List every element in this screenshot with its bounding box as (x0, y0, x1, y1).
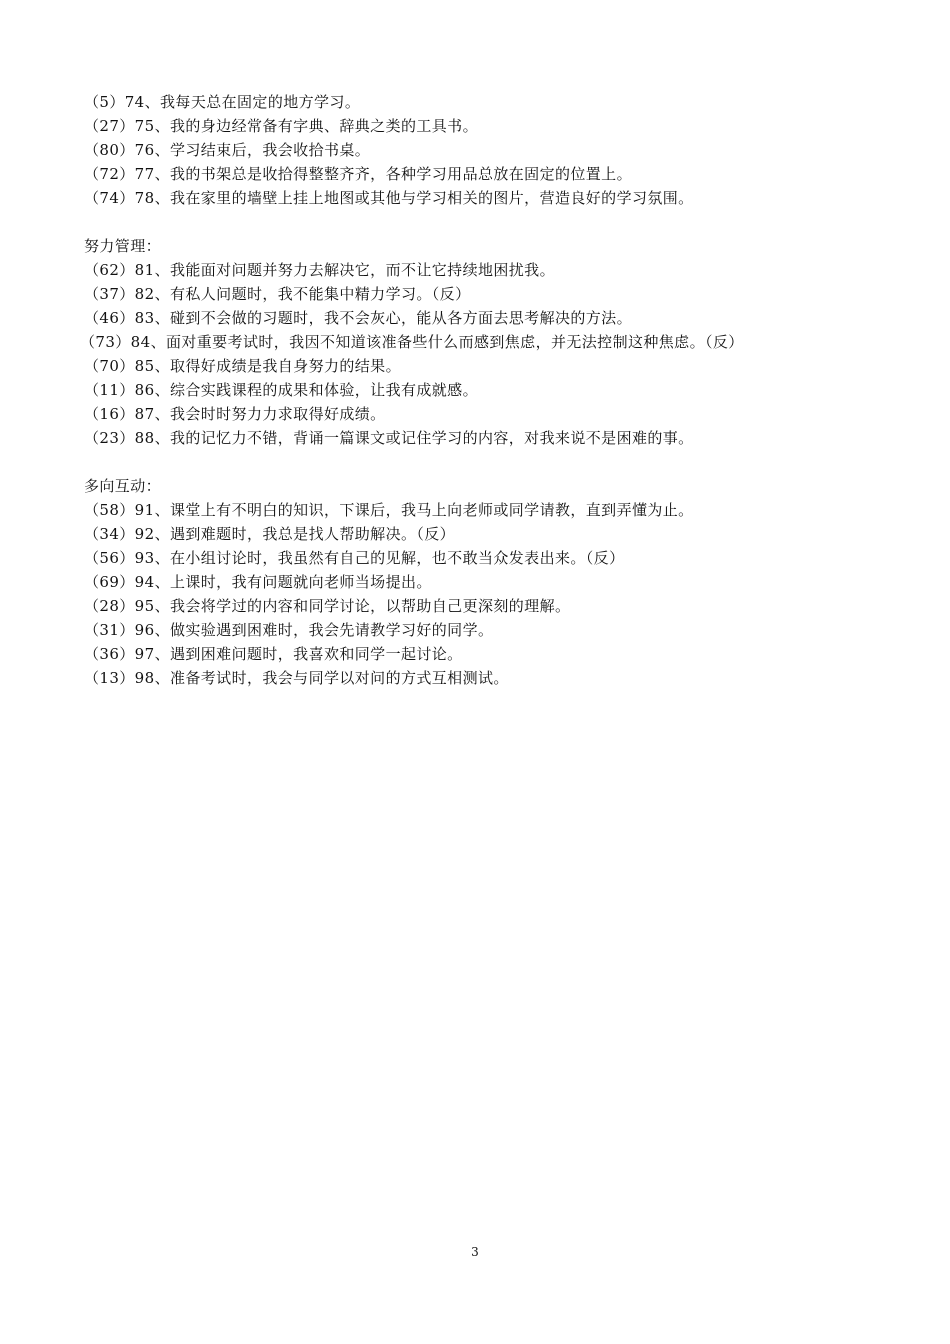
list-item: （16）87、我会时时努力力求取得好成绩。 (84, 405, 386, 423)
list-item: （34）92、遇到难题时，我总是找人帮助解决。（反） (84, 525, 456, 543)
section-study-environment (84, 90, 884, 210)
list-item: （37）82、有私人问题时，我不能集中精力学习。（反） (84, 285, 471, 303)
section-heading: 多向互动： (84, 477, 162, 495)
list-item: （27）75、我的身边经常备有字典、辞典之类的工具书。 (84, 117, 478, 135)
list-item: （73）84、面对重要考试时，我因不知道该准备些什么而感到焦虑，并无法控制这种焦虑。（反） (80, 333, 744, 351)
list-item: （70）85、取得好成绩是我自身努力的结果。 (84, 357, 401, 375)
list-item: （58）91、课堂上有不明白的知识，下课后，我马上向老师或同学请教，直到弄懂为止。 (84, 501, 694, 519)
list-item: （36）97、遇到困难问题时，我喜欢和同学一起讨论。 (84, 645, 463, 663)
section-heading: 努力管理： (84, 237, 162, 255)
list-item: （80）76、学习结束后，我会收拾书桌。 (84, 141, 371, 159)
page-number: 3 (471, 1245, 479, 1259)
list-item: （23）88、我的记忆力不错，背诵一篇课文或记住学习的内容，对我来说不是困难的事。 (84, 429, 694, 447)
section-effort-management (80, 234, 884, 450)
section-multi-interaction (84, 474, 884, 690)
list-item: （62）81、我能面对问题并努力去解决它，而不让它持续地困扰我。 (84, 261, 555, 279)
document-content (80, 90, 884, 690)
list-item: （28）95、我会将学过的内容和同学讨论，以帮助自己更深刻的理解。 (84, 597, 571, 615)
list-item: （46）83、碰到不会做的习题时，我不会灰心，能从各方面去思考解决的方法。 (84, 309, 632, 327)
list-item: （13）98、准备考试时，我会与同学以对问的方式互相测试。 (84, 669, 509, 687)
list-item: （72）77、我的书架总是收拾得整整齐齐，各种学习用品总放在固定的位置上。 (84, 165, 632, 183)
list-item: （11）86、综合实践课程的成果和体验，让我有成就感。 (84, 381, 478, 399)
list-item: （31）96、做实验遇到困难时，我会先请教学习好的同学。 (84, 621, 494, 639)
list-item: （56）93、在小组讨论时，我虽然有自己的见解，也不敢当众发表出来。（反） (84, 549, 625, 567)
list-item: （5）74、我每天总在固定的地方学习。 (84, 93, 361, 111)
list-item: （69）94、上课时，我有问题就向老师当场提出。 (84, 573, 432, 591)
list-item: （74）78、我在家里的墙壁上挂上地图或其他与学习相关的图片，营造良好的学习氛围。 (84, 189, 694, 207)
